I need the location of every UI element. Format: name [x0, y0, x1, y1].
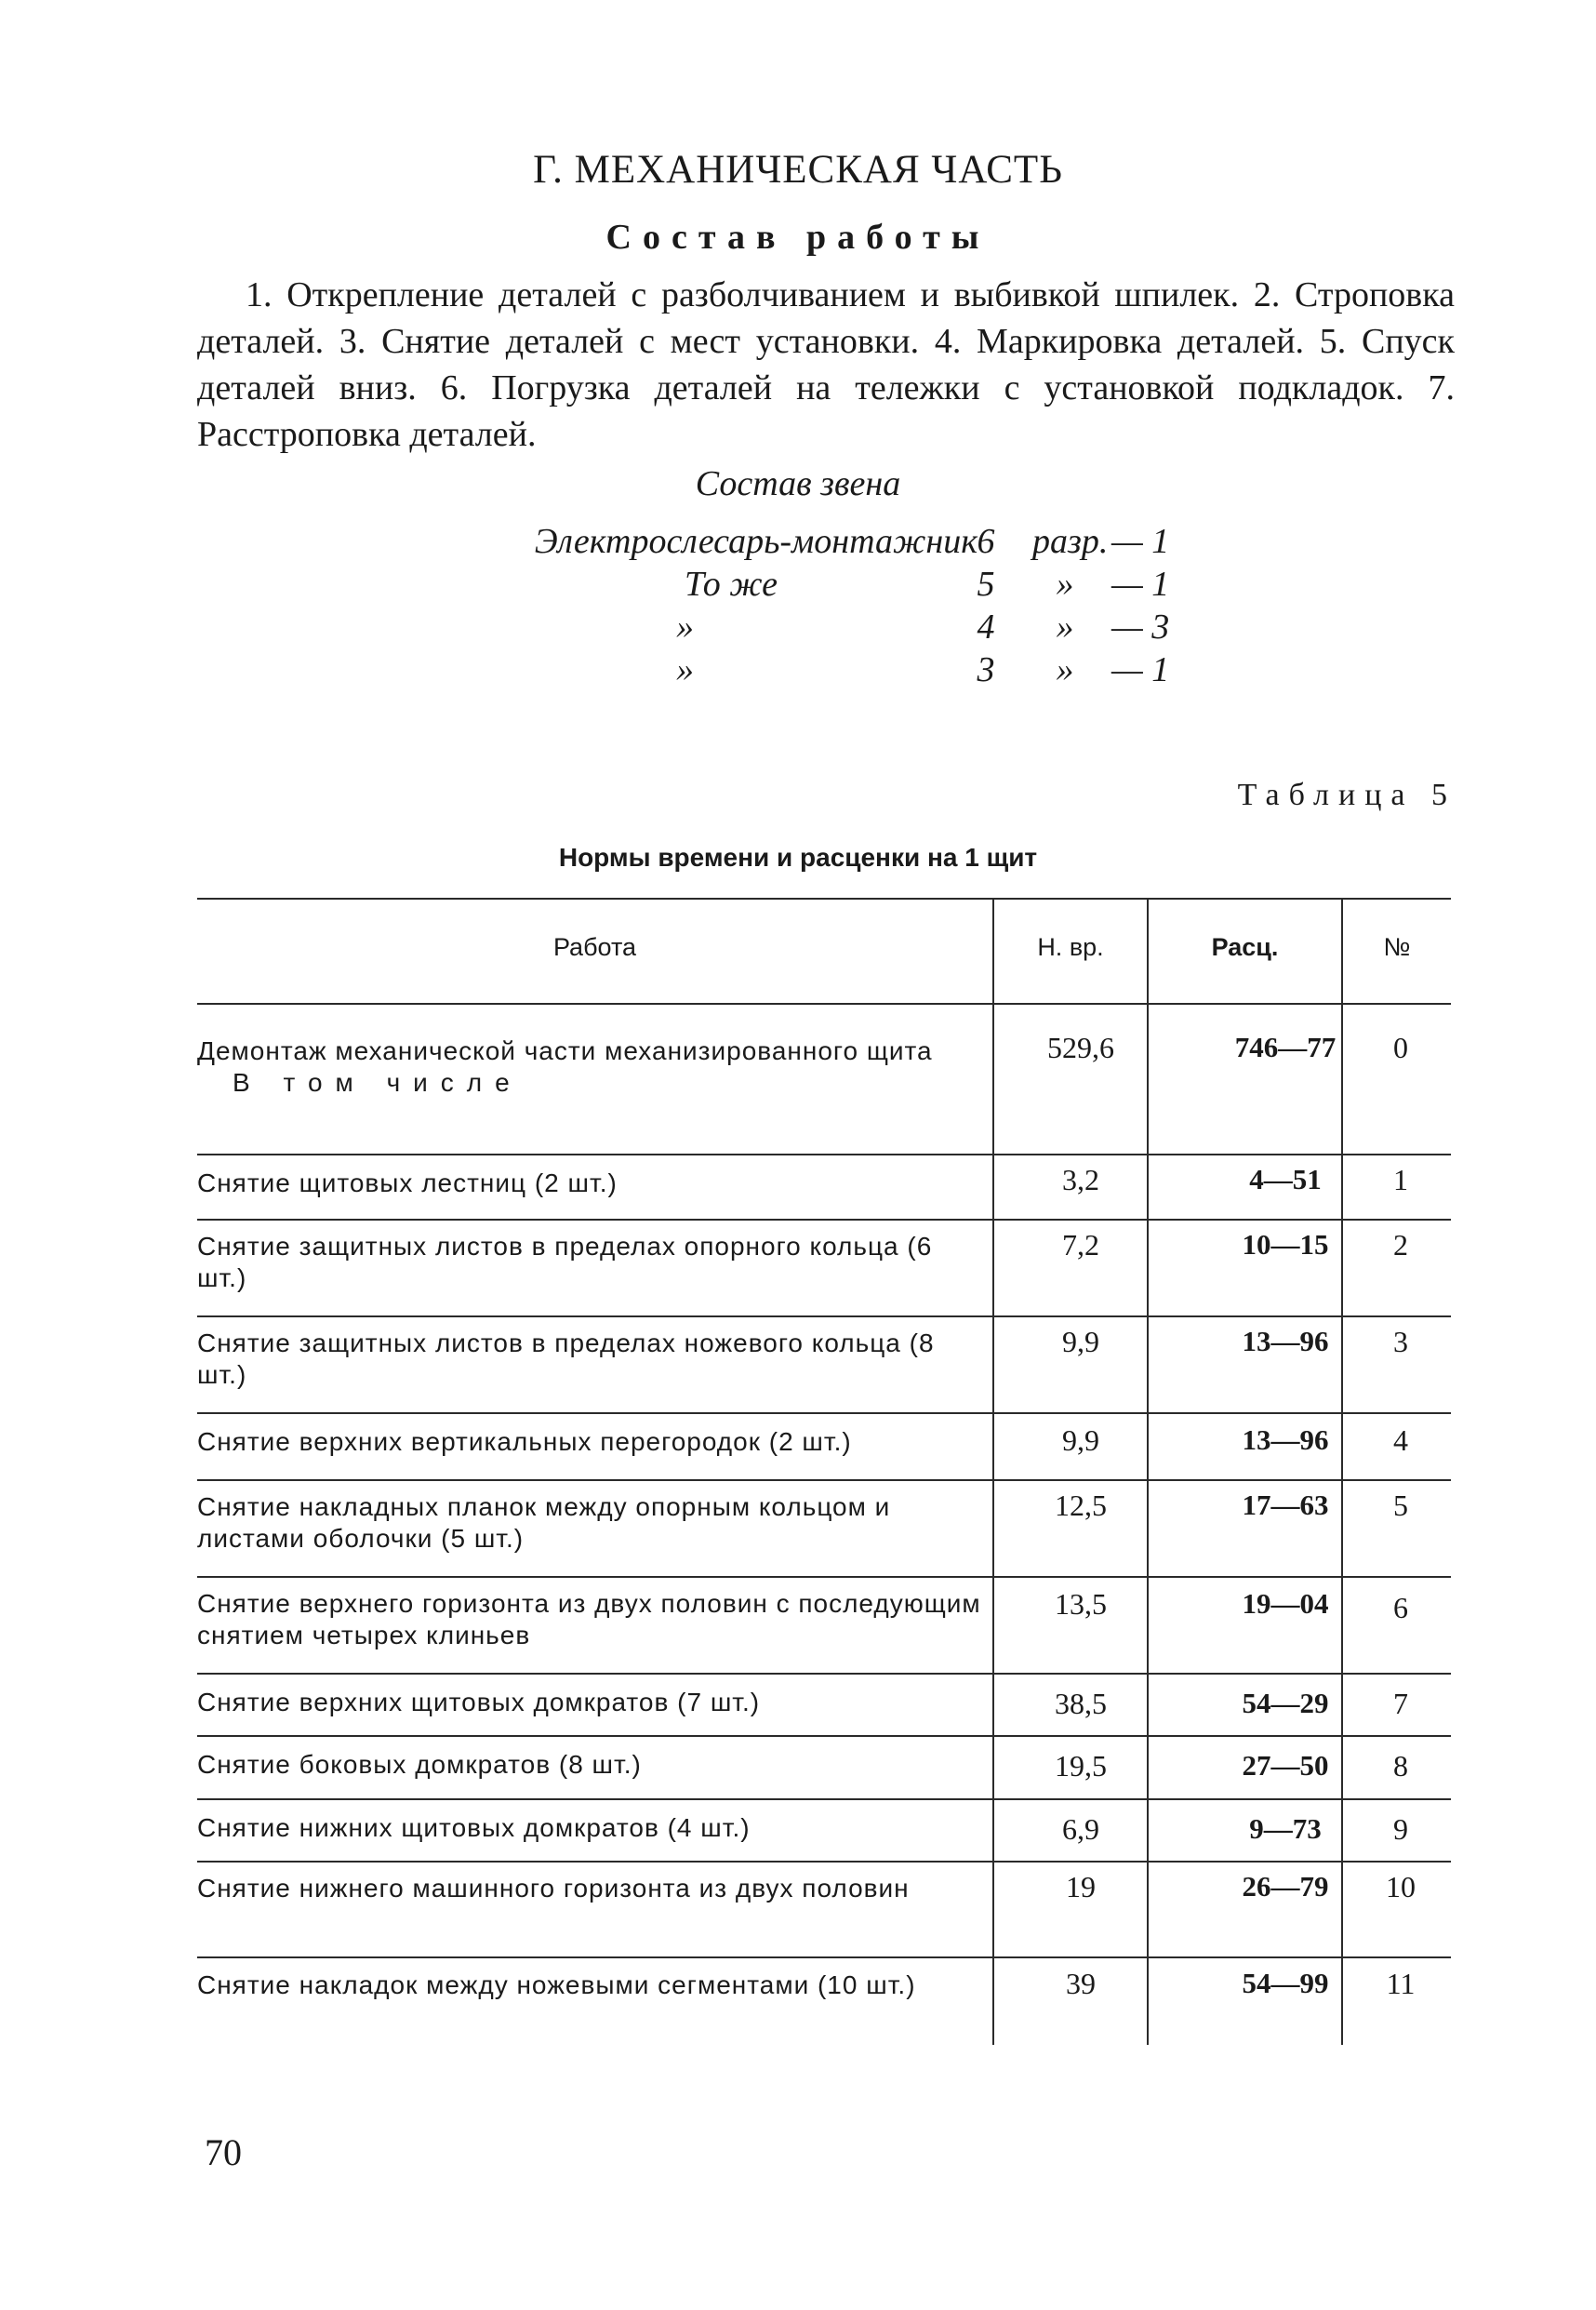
crew-grade: 3 — [977, 650, 995, 689]
crew-row — [0, 607, 1596, 649]
table-row-number: 10 — [1386, 1870, 1416, 1903]
crew-grade: 4 — [977, 608, 995, 647]
table-row-work: Снятие верхних щитовых домкратов (7 шт.) — [197, 1688, 761, 1716]
crew-unit: разр. — [1032, 522, 1109, 561]
table-number: Таблица 5 — [1237, 778, 1456, 812]
crew-row — [0, 649, 1596, 692]
crew-count: — 1 — [1111, 565, 1170, 604]
section-title: Г. МЕХАНИЧЕСКАЯ ЧАСТЬ — [533, 148, 1063, 192]
crew-unit: » — [1056, 650, 1074, 689]
crew-profession: Электрослесарь-монтажник — [534, 522, 978, 561]
crew-unit: » — [1056, 565, 1074, 604]
table-row-rate: 10—15 — [1242, 1228, 1329, 1261]
header-rate: Расц. — [1211, 933, 1279, 961]
crew-count: — 1 — [1111, 522, 1170, 561]
work-note: В том числе — [233, 1068, 523, 1097]
table-row-work: Снятие боковых домкратов (8 шт.) — [197, 1750, 642, 1779]
table-rule — [197, 1154, 1451, 1155]
table-row-hours: 7,2 — [1062, 1228, 1099, 1262]
table-rule — [197, 1479, 1451, 1481]
crew-title: Состав звена — [695, 464, 901, 503]
crew-profession: То же — [685, 565, 778, 604]
table-row-work: Снятие щитовых лестниц (2 шт.) — [197, 1168, 618, 1197]
table-row-hours: 19,5 — [1055, 1749, 1107, 1783]
table-row-work: Снятие нижнего машинного горизонта из двух половин — [197, 1874, 910, 1903]
table-row-work: Снятие накладок между ножевыми сегментами (10 шт.) — [197, 1970, 916, 1999]
table-rule — [197, 898, 1451, 900]
table-row-rate: 54—99 — [1242, 1967, 1329, 1999]
table-row-work — [197, 1035, 983, 1099]
table-rule — [197, 1576, 1451, 1578]
table-rule — [197, 1315, 1451, 1317]
table-row-work: Снятие защитных листов в пределах опорного кольца (6 шт.) — [197, 1232, 933, 1292]
table-row-work: Снятие верхнего горизонта из двух половин с последующим снятием четырех клиньев — [197, 1589, 981, 1649]
crew-profession: » — [676, 650, 694, 689]
page-number: 70 — [205, 2131, 242, 2173]
table-row-rate: 54—29 — [1242, 1687, 1329, 1719]
header-hours: Н. вр. — [1037, 933, 1104, 961]
table-row-number: 8 — [1393, 1749, 1408, 1783]
table-rule — [197, 1735, 1451, 1737]
crew-profession: » — [676, 608, 694, 647]
table-rule — [197, 1861, 1451, 1863]
crew-grade: 5 — [977, 565, 995, 604]
header-work: Работа — [552, 933, 637, 961]
table-rule — [197, 1219, 1451, 1221]
table-row-hours: 9,9 — [1062, 1423, 1099, 1457]
table-row-rate: 9—73 — [1249, 1812, 1322, 1845]
table-row-rate: 746—77 — [1234, 1031, 1337, 1063]
table-row-rate: 26—79 — [1242, 1870, 1329, 1903]
table-row-work: Снятие верхних вертикальных перегородок (2 шт.) — [197, 1427, 852, 1456]
work-description: 1. Открепление деталей с разболчиванием и выбивкой шпилек. 2. Строповка деталей. 3. Снятие деталей с мест установки. 4. Маркировка деталей. 5. Спуск деталей вниз. 6. Погрузка деталей на тележки с установкой подкладок. 7. Расстроповка деталей. — [197, 275, 1455, 454]
table-row-number: 3 — [1393, 1325, 1408, 1358]
table-rule — [197, 1412, 1451, 1414]
table-row-rate: 27—50 — [1242, 1749, 1329, 1782]
table-row-rate: 4—51 — [1249, 1163, 1322, 1195]
table-row-rate: 19—04 — [1242, 1587, 1329, 1620]
header-number: № — [1383, 933, 1411, 961]
table-row-work: Снятие нижних щитовых домкратов (4 шт.) — [197, 1813, 751, 1842]
table-rule — [197, 1003, 1451, 1005]
table-column-divider — [992, 898, 994, 2045]
table-row-rate: 13—96 — [1242, 1325, 1329, 1357]
table-row-hours: 6,9 — [1062, 1812, 1099, 1846]
table-row-number: 7 — [1393, 1687, 1408, 1720]
table-row-number: 1 — [1393, 1163, 1408, 1196]
table-row-number: 6 — [1393, 1591, 1408, 1624]
table-row-hours: 3,2 — [1062, 1163, 1099, 1196]
table-row-number: 2 — [1393, 1228, 1408, 1262]
table-row-hours: 38,5 — [1055, 1687, 1107, 1720]
table-rule — [197, 1798, 1451, 1800]
table-row-hours: 529,6 — [1047, 1031, 1114, 1064]
crew-count: — 3 — [1111, 608, 1170, 647]
crew-unit: » — [1056, 608, 1074, 647]
subsection-title: Состав работы — [605, 218, 991, 257]
table-row-hours: 19 — [1066, 1870, 1096, 1903]
table-rule — [197, 1673, 1451, 1675]
table-row-hours: 12,5 — [1055, 1489, 1107, 1522]
table-row-work: Снятие накладных планок между опорным кольцом и листами оболочки (5 шт.) — [197, 1492, 891, 1553]
crew-count: — 1 — [1111, 650, 1170, 689]
table-row-number: 9 — [1393, 1812, 1408, 1846]
table-rule — [197, 1956, 1451, 1958]
table-row-number: 0 — [1393, 1031, 1408, 1064]
table-row-number: 11 — [1386, 1967, 1416, 2000]
crew-row — [0, 521, 1596, 564]
crew-grade: 6 — [977, 522, 995, 561]
table-row-hours: 39 — [1066, 1967, 1096, 2000]
table-row-number: 5 — [1393, 1489, 1408, 1522]
table-row-rate: 13—96 — [1242, 1423, 1329, 1456]
crew-row — [0, 564, 1596, 607]
table-row-hours: 13,5 — [1055, 1587, 1107, 1621]
table-title: Нормы времени и расценки на 1 щит — [558, 843, 1038, 872]
work-text: Демонтаж механической части механизированного щита — [197, 1036, 933, 1065]
table-row-hours: 9,9 — [1062, 1325, 1099, 1358]
table-row-rate: 17—63 — [1242, 1489, 1329, 1521]
table-row-work: Снятие защитных листов в пределах ножевого кольца (8 шт.) — [197, 1329, 935, 1389]
table-row-number: 4 — [1393, 1423, 1408, 1457]
